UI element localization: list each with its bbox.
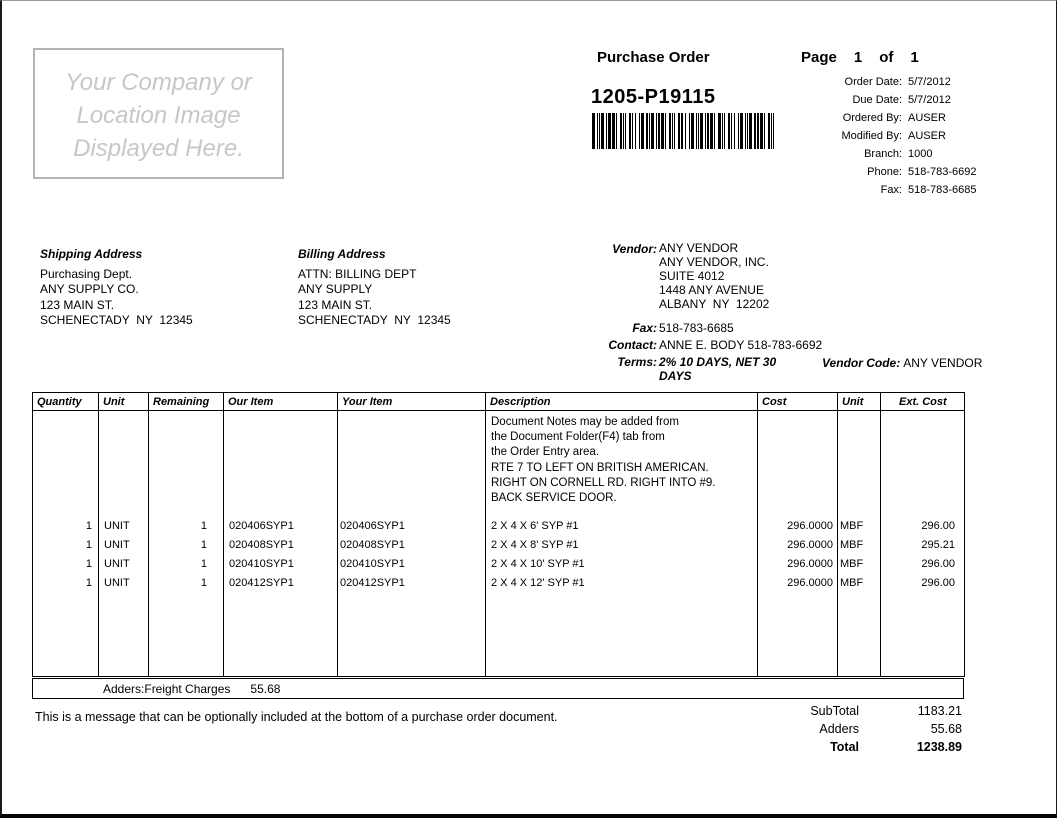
cell-your-item: 020410SYP1	[338, 555, 486, 574]
address-line: 123 MAIN ST.	[298, 297, 373, 312]
col-header-remaining: Remaining	[149, 393, 224, 411]
info-value: 5/7/2012	[908, 94, 951, 106]
subtotal-value: 1183.21	[917, 704, 962, 719]
cell-cost: 296.0000	[758, 555, 838, 574]
cell-remaining: 1	[149, 536, 224, 555]
vendor-block	[522, 242, 822, 383]
info-row-due-date	[772, 91, 977, 109]
address-line: SCHENECTADY NY 12345	[40, 313, 193, 328]
vendor-fax-row	[522, 321, 822, 335]
cell-cost: 296.0000	[758, 574, 838, 593]
col-header-our-item: Our Item	[224, 393, 338, 411]
cell-remaining: 1	[149, 574, 224, 593]
cell-cost-unit: MBF	[838, 555, 881, 574]
of-label: of	[879, 49, 894, 66]
col-header-cost: Cost	[758, 393, 838, 411]
col-header-unit2: Unit	[838, 393, 881, 411]
adders-description: Freight Charges	[144, 681, 231, 696]
col-header-your-item: Your Item	[338, 393, 486, 411]
info-row-ordered-by	[772, 109, 977, 127]
grand-total-label: Total	[830, 740, 859, 755]
cell-our-item: 020408SYP1	[224, 536, 338, 555]
cell-your-item: 020408SYP1	[338, 536, 486, 555]
placeholder-line: Your Company or	[65, 69, 252, 96]
adders-total-row	[719, 720, 962, 738]
cell-our-item: 020410SYP1	[224, 555, 338, 574]
po-number: 1205-P19115	[591, 86, 716, 108]
grand-total-value: 1238.89	[916, 740, 962, 755]
adders-value: 55.68	[250, 681, 281, 696]
table-row	[33, 574, 965, 593]
cell-description: 2 X 4 X 12' SYP #1	[486, 574, 758, 593]
billing-address	[298, 247, 451, 329]
vendor-address	[659, 242, 769, 312]
vendor-label: Vendor:	[612, 242, 657, 256]
vendor-line: ANY VENDOR	[659, 241, 739, 255]
vendor-row	[522, 242, 822, 312]
cell-quantity: 1	[33, 517, 99, 536]
cell-remaining: 1	[149, 517, 224, 536]
vendor-contact-label: Contact:	[608, 337, 657, 352]
note-line: RTE 7 TO LEFT ON BRITISH AMERICAN.	[491, 461, 709, 474]
adders-total-value: 55.68	[930, 722, 962, 737]
cell-quantity: 1	[33, 555, 99, 574]
info-label: Fax:	[880, 184, 902, 196]
vendor-line: ALBANY NY 12202	[659, 296, 770, 311]
page-number: 1	[853, 49, 863, 66]
shipping-address	[40, 247, 193, 329]
vendor-line: SUITE 4012	[659, 268, 725, 283]
vendor-code-row	[822, 356, 982, 370]
barcode	[592, 113, 778, 149]
vendor-contact-row	[522, 338, 822, 352]
info-label: Phone:	[867, 166, 902, 178]
cell-cost-unit: MBF	[838, 574, 881, 593]
page-total: 1	[910, 49, 919, 66]
vendor-line: ANY VENDOR, INC.	[659, 254, 769, 269]
info-value: 1000	[908, 148, 933, 160]
cell-quantity: 1	[33, 536, 99, 555]
address-line: ATTN: BILLING DEPT	[298, 267, 417, 281]
adders-label: Adders:	[103, 681, 145, 696]
info-row-phone	[772, 163, 977, 181]
table-row	[33, 555, 965, 574]
cell-ext-cost: 296.00	[881, 555, 965, 574]
info-label: Order Date:	[844, 76, 902, 88]
col-header-quantity: Quantity	[33, 393, 99, 411]
billing-address-heading: Billing Address	[298, 247, 386, 261]
cell-unit: UNIT	[99, 517, 149, 536]
address-line: 123 MAIN ST.	[40, 297, 115, 312]
footer-message: This is a message that can be optionally included at the bottom of a purchase order document.	[35, 710, 558, 724]
table-row	[33, 517, 965, 536]
page-indicator	[801, 49, 919, 66]
cell-unit: UNIT	[99, 536, 149, 555]
cell-ext-cost: 296.00	[881, 574, 965, 593]
address-line: ANY SUPPLY	[298, 282, 373, 297]
vendor-code-value: ANY VENDOR	[903, 356, 983, 370]
totals-block	[719, 702, 962, 757]
info-row-branch	[772, 145, 977, 163]
subtotal-label: SubTotal	[810, 704, 859, 719]
cell-your-item: 020406SYP1	[338, 517, 486, 536]
cell-description: 2 X 4 X 10' SYP #1	[486, 555, 758, 574]
page-label: Page	[801, 49, 837, 66]
cell-description: 2 X 4 X 6' SYP #1	[486, 517, 758, 536]
address-line: SCHENECTADY NY 12345	[298, 313, 451, 328]
table-header-row	[33, 393, 965, 411]
cell-your-item: 020412SYP1	[338, 574, 486, 593]
cell-ext-cost: 295.21	[881, 536, 965, 555]
info-label: Ordered By:	[842, 112, 902, 124]
vendor-terms-label: Terms:	[617, 354, 657, 369]
info-value: 518-783-6685	[908, 184, 977, 196]
note-line: the Order Entry area.	[491, 446, 600, 459]
note-line: the Document Folder(F4) tab from	[491, 431, 665, 444]
info-label: Due Date:	[852, 94, 902, 106]
vendor-fax-label: Fax:	[632, 320, 657, 335]
vendor-terms-row	[522, 355, 822, 383]
cell-cost: 296.0000	[758, 517, 838, 536]
col-header-unit: Unit	[99, 393, 149, 411]
line-items-table	[32, 392, 965, 677]
info-value: 5/7/2012	[908, 76, 951, 88]
info-label: Modified By:	[841, 130, 902, 142]
vendor-terms-value: 2% 10 DAYS, NET 30 DAYS	[659, 354, 777, 383]
note-line: BACK SERVICE DOOR.	[491, 492, 617, 505]
adders-bar	[32, 678, 964, 699]
info-row-modified-by	[772, 127, 977, 145]
info-value: AUSER	[908, 130, 946, 142]
cell-remaining: 1	[149, 555, 224, 574]
info-value: 518-783-6692	[908, 166, 977, 178]
shipping-address-heading: Shipping Address	[40, 247, 143, 261]
col-header-ext-cost: Ext. Cost	[881, 393, 965, 411]
col-header-description: Description	[486, 393, 758, 411]
info-row-fax	[772, 181, 977, 199]
cell-cost-unit: MBF	[838, 517, 881, 536]
cell-cost-unit: MBF	[838, 536, 881, 555]
address-line: ANY SUPPLY CO.	[40, 282, 139, 297]
note-line: Document Notes may be added from	[491, 416, 679, 428]
cell-unit: UNIT	[99, 574, 149, 593]
table-filler-row	[33, 593, 965, 677]
vendor-fax-value: 518-783-6685	[659, 320, 734, 335]
cell-our-item: 020406SYP1	[224, 517, 338, 536]
document-notes-row	[33, 411, 965, 517]
table-row	[33, 536, 965, 555]
note-line: RIGHT ON CORNELL RD. RIGHT INTO #9.	[491, 476, 716, 489]
cell-quantity: 1	[33, 574, 99, 593]
placeholder-line: Displayed Here.	[73, 135, 244, 162]
vendor-contact-value: ANNE E. BODY 518-783-6692	[659, 337, 823, 352]
info-label: Branch:	[864, 148, 902, 160]
document-title: Purchase Order	[597, 49, 710, 66]
subtotal-row	[719, 702, 962, 720]
vendor-code-label: Vendor Code:	[822, 356, 901, 370]
order-info-block	[772, 73, 977, 199]
adders-total-label: Adders	[819, 722, 859, 737]
vendor-line: 1448 ANY AVENUE	[659, 282, 764, 297]
info-value: AUSER	[908, 112, 946, 124]
placeholder-line: Location Image	[76, 102, 241, 129]
company-image-placeholder	[33, 48, 284, 179]
cell-our-item: 020412SYP1	[224, 574, 338, 593]
cell-cost: 296.0000	[758, 536, 838, 555]
cell-ext-cost: 296.00	[881, 517, 965, 536]
info-row-order-date	[772, 73, 977, 91]
cell-unit: UNIT	[99, 555, 149, 574]
document-notes-cell	[486, 411, 758, 517]
address-line: Purchasing Dept.	[40, 267, 133, 281]
grand-total-row	[719, 738, 962, 756]
cell-description: 2 X 4 X 8' SYP #1	[486, 536, 758, 555]
